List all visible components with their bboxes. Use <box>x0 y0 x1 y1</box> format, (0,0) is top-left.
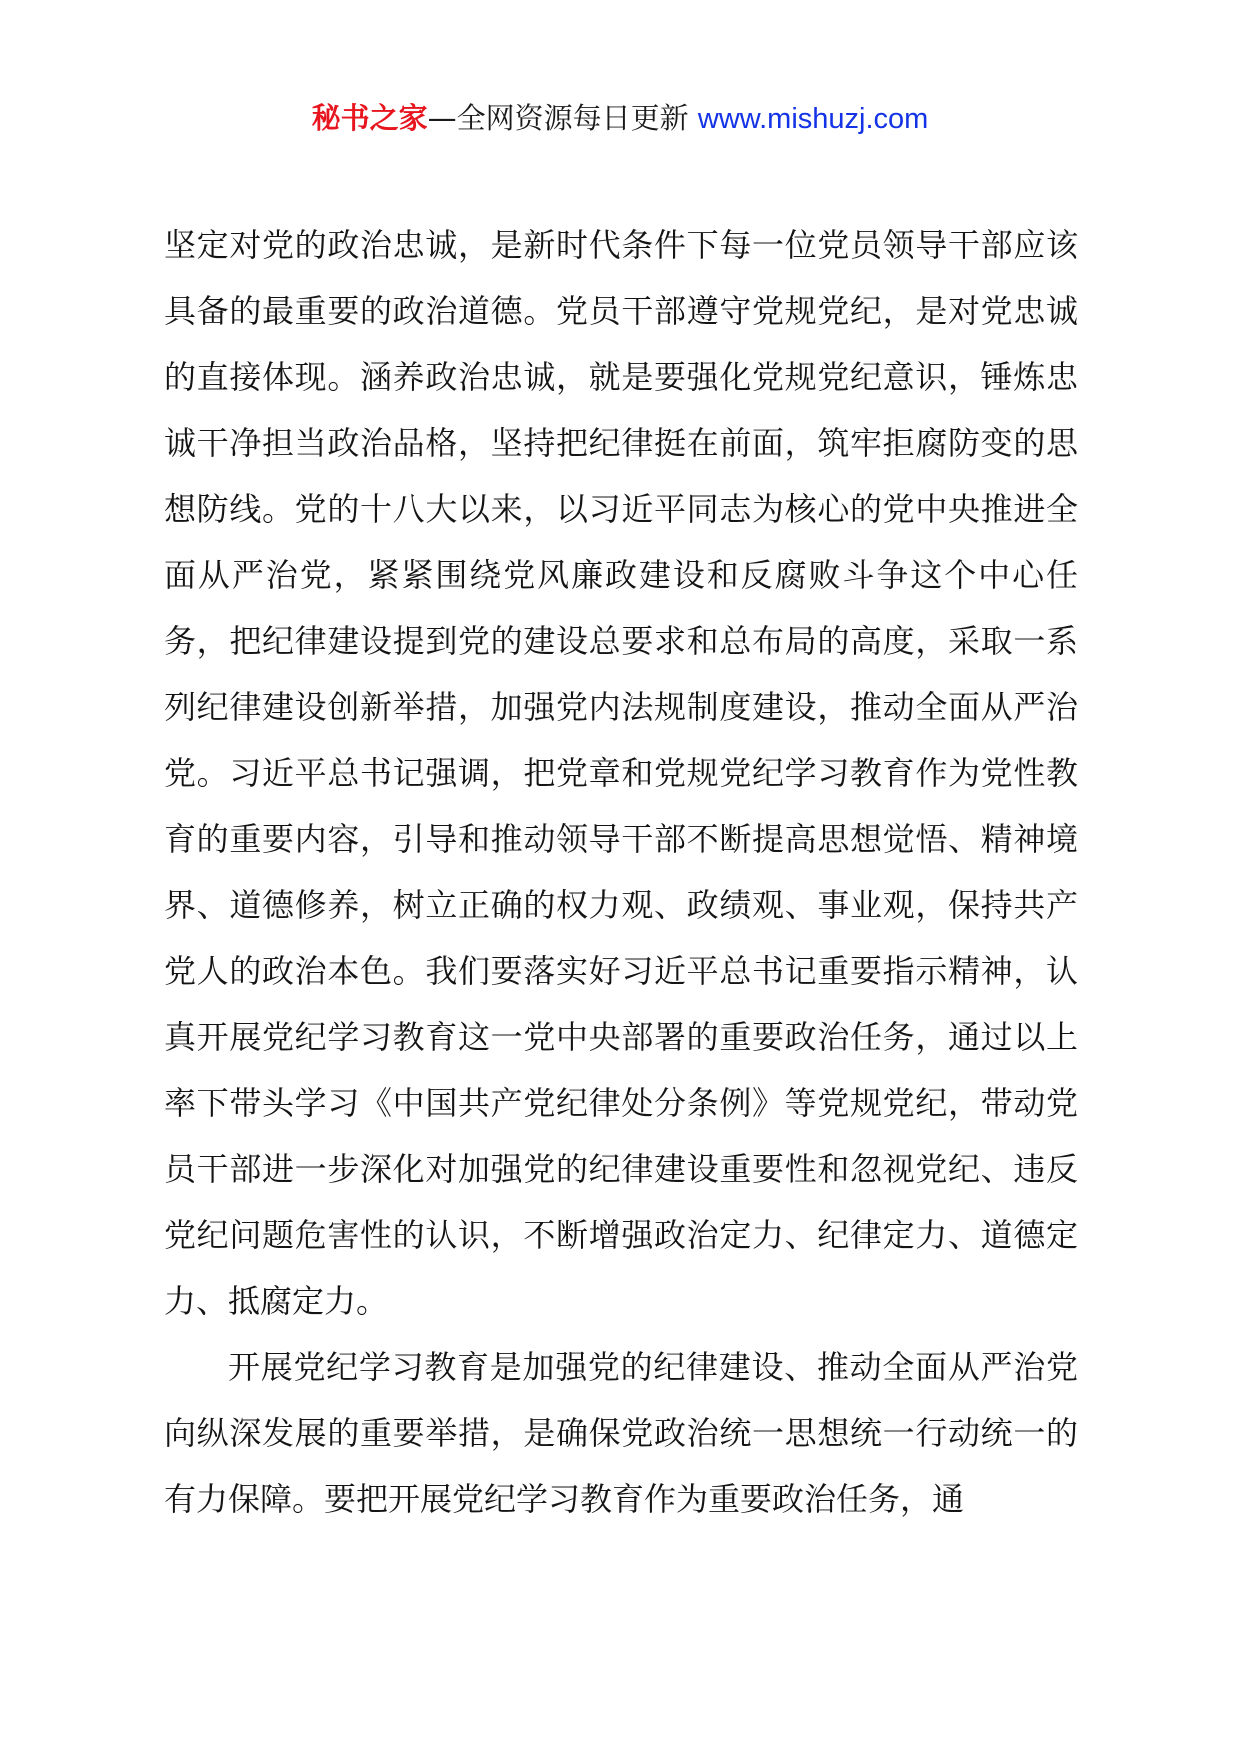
website-link[interactable]: www.mishuzj.com <box>697 103 929 135</box>
header-slogan: —全网资源每日更新 <box>427 101 698 135</box>
document-body <box>164 212 1078 1532</box>
brand-name: 秘书之家 <box>311 101 428 135</box>
paragraph: 坚定对党的政治忠诚，是新时代条件下每一位党员领导干部应该具备的最重要的政治道德。党员干部遵守党规党纪，是对党忠诚的直接体现。涵养政治忠诚，就是要强化党规党纪意识，锤炼忠诚干净担当政治品格，坚持把纪律挺在前面，筑牢拒腐防变的思想防线。党的十八大以来，以习近平同志为核心的党中央推进全面从严治党，紧紧围绕党风廉政建设和反腐败斗争这个中心任务，把纪律建设提到党的建设总要求和总布局的高度，采取一系列纪律建设创新举措，加强党内法规制度建设，推动全面从严治党。习近平总书记强调，把党章和党规党纪学习教育作为党性教育的重要内容，引导和推动领导干部不断提高思想觉悟、精神境界、道德修养，树立正确的权力观、政绩观、事业观，保持共产党人的政治本色。我们要落实好习近平总书记重要指示精神，认真开展党纪学习教育这一党中央部署的重要政治任务，通过以上率下带头学习《中国共产党纪律处分条例》等党规党纪，带动党员干部进一步深化对加强党的纪律建设重要性和忽视党纪、违反党纪问题危害性的认识，不断增强政治定力、纪律定力、道德定力、抵腐定力。 <box>164 226 1078 1320</box>
page-header <box>0 98 1240 139</box>
paragraph: 开展党纪学习教育是加强党的纪律建设、推动全面从严治党向纵深发展的重要举措，是确保党政治统一思想统一行动统一的有力保障。要把开展党纪学习教育作为重要政治任务，通 <box>164 1348 1078 1518</box>
